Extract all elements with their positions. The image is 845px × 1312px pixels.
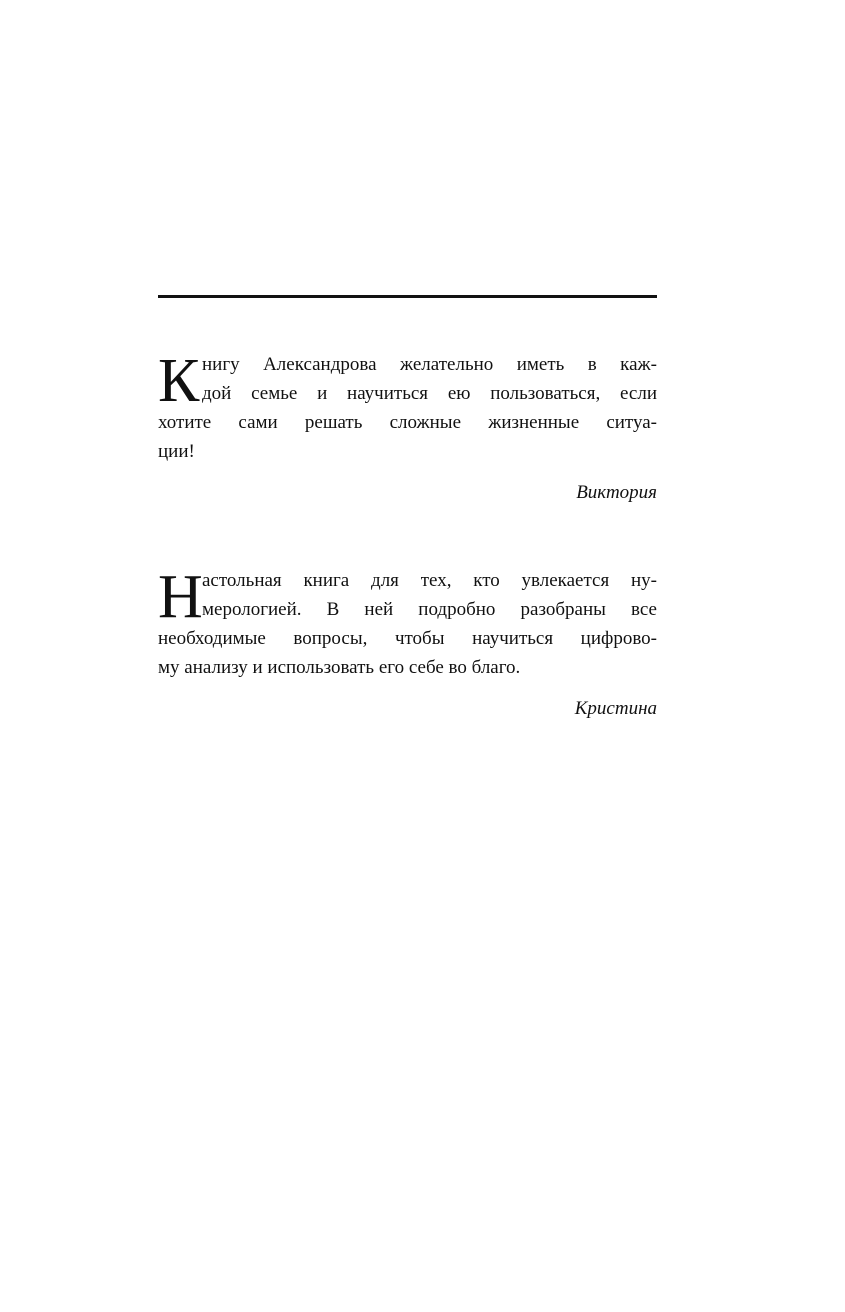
drop-cap: Н <box>158 563 203 631</box>
review-line: дой семье и научиться ею пользоваться, если <box>202 383 657 404</box>
review-line: ции! <box>158 441 195 462</box>
review-line: астольная книга для тех, кто увлекается ну- <box>202 570 657 591</box>
review-1 <box>158 347 657 507</box>
review-line: хотите сами решать сложные жизненные ситуа- <box>158 412 657 433</box>
review-author: Кристина <box>574 698 657 719</box>
drop-cap: К <box>158 347 200 415</box>
review-line: необходимые вопросы, чтобы научиться цифрово- <box>158 628 657 649</box>
review-author: Виктория <box>576 482 657 503</box>
review-line: му анализу и использовать его себе во благо. <box>158 657 521 678</box>
review-line: мерологией. В ней подробно разобраны все <box>202 599 657 620</box>
review-line: нигу Александрова желательно иметь в каж- <box>202 354 657 375</box>
review-2 <box>158 563 657 723</box>
horizontal-rule <box>158 295 657 298</box>
